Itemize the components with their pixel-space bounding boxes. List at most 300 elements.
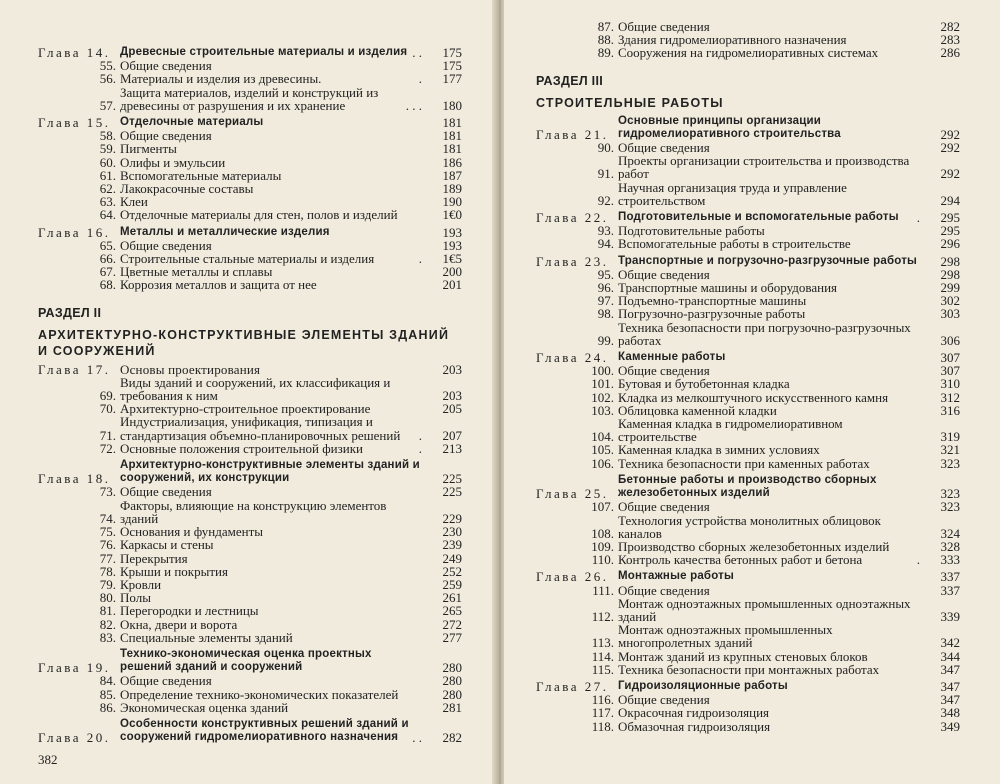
item-title: Общие сведения: [120, 484, 212, 500]
item-title: Основания и фундаменты: [120, 524, 264, 540]
toc-item: [38, 278, 462, 291]
item-number: 88.: [597, 32, 614, 48]
page-ref: 296: [940, 236, 960, 252]
item-number: 71.: [99, 427, 116, 443]
item-number: 60.: [99, 154, 116, 170]
item-title: Контроль качества бетонных работ и бетона: [618, 552, 863, 568]
item-number: 81.: [99, 603, 116, 619]
item-title: Общие сведения: [618, 363, 710, 379]
chapter-label: Глава 21.: [536, 126, 609, 142]
item-number: 56.: [99, 71, 116, 87]
chapter-title: Основы проектирования: [120, 361, 261, 377]
page-ref: 230: [442, 524, 462, 540]
item-title: Кладка из мелкоштучного искусственного камня: [618, 389, 889, 405]
toc-item: [38, 156, 462, 169]
chapter-title: Основные принципы организации гидромелиоративного строительства: [618, 114, 841, 140]
item-title: Архитектурно-строительное проектирование: [120, 401, 371, 417]
item-title: Общие сведения: [120, 673, 212, 689]
page-ref: 295: [940, 210, 960, 226]
page-ref: 344: [940, 648, 960, 664]
chapter-title: Каменные работы: [618, 351, 726, 364]
page-ref: 347: [940, 678, 960, 694]
page-ref: 181: [442, 115, 462, 131]
item-title: Общие сведения: [618, 19, 710, 34]
toc-chapter: [38, 459, 462, 485]
item-number: 67.: [99, 264, 116, 280]
section-title: СТРОИТЕЛЬНЫЕ РАБОТЫ: [536, 95, 724, 110]
page-ref: 239: [442, 537, 462, 553]
item-number: 109.: [591, 538, 614, 554]
toc-chapter: [536, 570, 960, 583]
item-number: 85.: [99, 686, 116, 702]
item-number: 91.: [597, 166, 614, 182]
item-number: 83.: [99, 629, 116, 645]
item-title: Техника безопасности при каменных работах: [618, 455, 870, 471]
page-ref: 203: [442, 388, 462, 404]
item-title: Вспомогательные материалы: [120, 167, 282, 183]
toc-chapter: [38, 718, 462, 744]
toc-item: [536, 500, 960, 513]
toc-item: [536, 706, 960, 719]
item-title: Общие сведения: [120, 58, 212, 74]
item-title: Общие сведения: [618, 582, 710, 598]
item-title: Крыши и покрытия: [120, 563, 228, 579]
dot-leader: .: [418, 440, 422, 456]
chapter-label: Глава 26.: [536, 569, 609, 585]
toc-item: [536, 377, 960, 390]
toc-item: [38, 631, 462, 644]
dot-leader: . .: [412, 730, 422, 746]
item-number: 116.: [591, 692, 614, 708]
item-title: Вспомогательные работы в строительстве: [618, 236, 851, 252]
section-heading: РАЗДЕЛ III: [536, 73, 604, 88]
item-number: 96.: [597, 280, 614, 296]
item-number: 79.: [99, 576, 116, 592]
item-number: 94.: [597, 236, 614, 252]
page-ref: 229: [442, 510, 462, 526]
toc-chapter: [536, 474, 960, 500]
item-number: 58.: [99, 128, 116, 144]
toc-item: [38, 565, 462, 578]
item-title: Общие сведения: [120, 128, 212, 144]
page-ref: 312: [940, 389, 960, 405]
item-title: Перегородки и лестницы: [120, 603, 259, 619]
toc-left: [38, 46, 462, 744]
item-title: Общие сведения: [618, 499, 710, 515]
toc-item: [536, 663, 960, 676]
item-title: Погрузочно-разгрузочные работы: [618, 306, 806, 322]
item-number: 103.: [591, 402, 614, 418]
item-title: Основные положения строительной физики: [120, 440, 363, 456]
page-ref: 349: [940, 718, 960, 734]
item-number: 78.: [99, 563, 116, 579]
item-number: 117.: [591, 705, 614, 721]
toc-item: [536, 623, 960, 649]
toc-item: [536, 720, 960, 733]
toc-item: [38, 701, 462, 714]
item-number: 98.: [597, 306, 614, 322]
toc-item: [38, 552, 462, 565]
toc-item: [536, 650, 960, 663]
page-ref: 175: [442, 58, 462, 74]
item-title: Кровли: [120, 576, 162, 592]
page-ref: 272: [442, 616, 462, 632]
page-ref: 323: [940, 499, 960, 515]
page-ref: 333: [940, 552, 960, 568]
item-number: 101.: [591, 376, 614, 392]
toc-item: [536, 154, 960, 180]
page-ref: 323: [940, 455, 960, 471]
item-title: Каркасы и стены: [120, 537, 214, 553]
chapter-label: Глава 17.: [38, 361, 111, 377]
toc-item: [38, 618, 462, 631]
item-title: Здания гидромелиоративного назначения: [618, 32, 847, 48]
item-number: 77.: [99, 550, 116, 566]
item-number: 55.: [99, 58, 116, 74]
item-number: 113.: [591, 635, 614, 651]
item-title: Строительные стальные материалы и изделия: [120, 251, 375, 267]
item-title: Монтаж одноэтажных промышленных многопролетных зданий: [618, 622, 833, 651]
page-ref: 280: [442, 686, 462, 702]
chapter-title: Металлы и металлические изделия: [120, 225, 330, 238]
chapter-label: Глава 24.: [536, 350, 609, 366]
chapter-title: Древесные строительные материалы и изделия: [120, 46, 408, 58]
chapter-title: Бетонные работы и производство сборных железобетонных изделий: [618, 473, 877, 500]
item-title: Проекты организации строительства и производства работ: [618, 153, 910, 182]
page-ref: 190: [442, 194, 462, 210]
page-ref: 324: [940, 525, 960, 541]
item-number: 112.: [591, 608, 614, 624]
chapter-label: Глава 25.: [536, 486, 609, 502]
page-ref: 283: [940, 32, 960, 48]
toc-item: [536, 553, 960, 566]
item-title: Виды зданий и сооружений, их классификация и требования к ним: [120, 374, 391, 404]
item-number: 100.: [591, 363, 614, 379]
chapter-label: Глава 18.: [38, 471, 111, 487]
item-title: Общие сведения: [618, 692, 710, 708]
chapter-title: Монтажные работы: [618, 570, 735, 583]
item-number: 105.: [591, 442, 614, 458]
page-ref: 282: [940, 19, 960, 34]
item-number: 108.: [591, 525, 614, 541]
toc-chapter: [38, 363, 462, 376]
item-title: Монтаж одноэтажных промышленных одноэтажных зданий: [618, 595, 911, 624]
toc-item: [536, 46, 960, 59]
chapter-label: Глава 27.: [536, 678, 609, 694]
toc-item: [38, 376, 462, 402]
page-ref: 323: [940, 486, 960, 502]
page-ref: 328: [940, 538, 960, 554]
page-ref: 201: [442, 277, 462, 293]
item-number: 92.: [597, 192, 614, 208]
page-ref: 298: [940, 253, 960, 269]
chapter-label: Глава 16.: [38, 224, 111, 240]
chapter-label: Глава 19.: [38, 660, 111, 676]
item-number: 102.: [591, 389, 614, 405]
item-title: Факторы, влияющие на конструкцию элементов зданий: [120, 497, 387, 526]
page-ref: 1€0: [442, 207, 462, 223]
item-number: 62.: [99, 181, 116, 197]
item-title: Производство сборных железобетонных изделий: [618, 538, 890, 554]
page-ref: 292: [940, 140, 960, 156]
item-number: 75.: [99, 524, 116, 540]
item-title: Отделочные материалы для стен, полов и изделий: [120, 207, 398, 223]
item-title: Специальные элементы зданий: [120, 629, 293, 645]
toc-item: [38, 208, 462, 221]
chapter-label: Глава 14.: [38, 45, 111, 60]
page-ref: 294: [940, 192, 960, 208]
item-number: 111.: [592, 582, 614, 598]
item-number: 68.: [99, 277, 116, 293]
toc-item: [536, 417, 960, 443]
toc-item: [38, 86, 462, 112]
chapter-title: Технико-экономическая оценка проектных решений зданий и сооружений: [120, 647, 372, 674]
toc-item: [536, 457, 960, 470]
page-ref: 348: [940, 705, 960, 721]
page-ref: 302: [940, 293, 960, 309]
item-title: Бутовая и бутобетонная кладка: [618, 376, 790, 392]
item-number: 70.: [99, 401, 116, 417]
toc-chapter: [536, 255, 960, 268]
item-number: 74.: [99, 510, 116, 526]
page-ref: 189: [442, 181, 462, 197]
page-ref: 319: [940, 429, 960, 445]
page-ref: 282: [442, 730, 462, 746]
chapter-label: Глава 20.: [38, 730, 111, 746]
item-number: 90.: [597, 140, 614, 156]
page-ref: 347: [940, 661, 960, 677]
chapter-label: Глава 15.: [38, 115, 111, 131]
dot-leader: .: [916, 210, 920, 226]
item-number: 87.: [597, 19, 614, 34]
page-ref: 298: [940, 266, 960, 282]
chapter-title: Особенности конструктивных решений зданий и сооружений гидромелиоративного назначения: [120, 717, 409, 744]
page-ref: 306: [940, 332, 960, 348]
page-ref: 307: [940, 363, 960, 379]
chapter-title: Архитектурно-конструктивные элементы зданий и сооружений, их конструкции: [120, 459, 420, 485]
page-ref: 261: [442, 590, 462, 606]
page-ref: 200: [442, 264, 462, 280]
right-page: [504, 0, 1000, 784]
toc-item: [38, 674, 462, 687]
page-ref: 316: [940, 402, 960, 418]
item-number: 80.: [99, 590, 116, 606]
page-ref: 280: [442, 660, 462, 676]
dot-leader: .: [418, 251, 422, 267]
item-number: 72.: [99, 440, 116, 456]
item-number: 59.: [99, 141, 116, 157]
item-title: Определение технико-экономических показателей: [120, 686, 399, 702]
page-ref: 347: [940, 692, 960, 708]
page-ref: 259: [442, 576, 462, 592]
section-title: АРХИТЕКТУРНО-КОНСТРУКТИВНЫЕ ЭЛЕМЕНТЫ ЗДАНИЙ И СООРУЖЕНИЙ: [38, 327, 450, 358]
page-ref: 213: [442, 440, 462, 456]
item-number: 82.: [99, 616, 116, 632]
page-ref: 175: [442, 45, 462, 60]
item-title: Подъемно-транспортные машины: [618, 293, 807, 309]
toc-item: [536, 307, 960, 320]
item-title: Индустриализация, унификация, типизация и стандартизация объемно-планировочных решений: [120, 414, 401, 443]
dot-leader: .: [418, 71, 422, 87]
item-title: Общие сведения: [618, 140, 710, 156]
page-ref: 187: [442, 167, 462, 183]
page-ref: 205: [442, 401, 462, 417]
item-number: 61.: [99, 167, 116, 183]
toc-chapter: [536, 115, 960, 141]
item-title: Клеи: [120, 194, 148, 210]
page-ref: 181: [442, 128, 462, 144]
toc-item: [38, 604, 462, 617]
item-title: Каменная кладка в гидромелиоративном строительстве: [618, 416, 843, 445]
item-number: 97.: [597, 293, 614, 309]
page-ref: 303: [940, 306, 960, 322]
toc-item: [536, 584, 960, 597]
page-ref: 181: [442, 141, 462, 157]
item-title: Техника безопасности при монтажных работах: [618, 661, 880, 677]
dot-leader: .: [916, 552, 920, 568]
item-number: 115.: [591, 661, 614, 677]
toc-item: [536, 237, 960, 250]
page-ref: 277: [442, 629, 462, 645]
left-page: [0, 0, 496, 784]
item-number: 65.: [99, 237, 116, 253]
item-number: 110.: [591, 552, 614, 568]
page-ref: 203: [442, 361, 462, 377]
item-number: 114.: [591, 648, 614, 664]
item-title: Облицовка каменной кладки: [618, 402, 777, 418]
item-number: 93.: [597, 223, 614, 239]
item-title: Общие сведения: [618, 266, 710, 282]
page-ref: 280: [442, 673, 462, 689]
item-number: 106.: [591, 455, 614, 471]
toc-item: [536, 597, 960, 623]
toc-right: [536, 20, 960, 733]
toc-chapter: [38, 226, 462, 239]
page-ref: 299: [940, 280, 960, 296]
item-title: Техника безопасности при погрузочно-разгрузочных работах: [618, 319, 911, 348]
item-title: Сооружения на гидромелиоративных системах: [618, 45, 879, 61]
item-title: Окна, двери и ворота: [120, 616, 238, 632]
item-title: Общие сведения: [120, 237, 212, 253]
toc-chapter: [38, 648, 462, 674]
toc-item: [536, 514, 960, 540]
item-title: Цветные металлы и сплавы: [120, 264, 273, 280]
item-title: Монтаж зданий из крупных стеновых блоков: [618, 648, 868, 664]
page-ref: 252: [442, 563, 462, 579]
toc-item: [536, 443, 960, 456]
page-ref: 225: [442, 484, 462, 500]
chapter-label: Глава 22.: [536, 210, 609, 226]
page-ref: 339: [940, 608, 960, 624]
toc-item: [536, 391, 960, 404]
toc-item: [536, 181, 960, 207]
item-number: 89.: [597, 45, 614, 61]
page-number: 382: [38, 752, 58, 767]
item-title: Окрасочная гидроизоляция: [618, 705, 770, 721]
page-ref: 265: [442, 603, 462, 619]
item-title: Подготовительные работы: [618, 223, 765, 239]
item-number: 76.: [99, 537, 116, 553]
page-ref: 307: [940, 350, 960, 366]
item-title: Коррозия металлов и защита от нее: [120, 277, 317, 293]
item-number: 73.: [99, 484, 116, 500]
page-ref: 337: [940, 582, 960, 598]
item-number: 69.: [99, 388, 116, 404]
dot-leader: . .: [412, 45, 422, 60]
item-number: 107.: [591, 499, 614, 515]
toc-item: [38, 442, 462, 455]
toc-item: [38, 415, 462, 441]
page-ref: 186: [442, 154, 462, 170]
page-ref: 292: [940, 166, 960, 182]
page-ref: 337: [940, 569, 960, 585]
chapter-title: Подготовительные и вспомогательные работы: [618, 211, 899, 224]
item-title: Экономическая оценка зданий: [120, 699, 289, 715]
item-title: Полы: [120, 590, 151, 606]
item-title: Пигменты: [120, 141, 177, 157]
chapter-title: Гидроизоляционные работы: [618, 679, 788, 692]
page-ref: 342: [940, 635, 960, 651]
page-ref: 310: [940, 376, 960, 392]
toc-item: [38, 538, 462, 551]
page-ref: 286: [940, 45, 960, 61]
dot-leader: .: [418, 427, 422, 443]
toc-item: [38, 485, 462, 498]
item-number: 63.: [99, 194, 116, 210]
page-ref: 321: [940, 442, 960, 458]
page-ref: 193: [442, 237, 462, 253]
item-number: 86.: [99, 699, 116, 715]
page-ref: 225: [442, 471, 462, 487]
page-ref: 207: [442, 427, 462, 443]
item-number: 64.: [99, 207, 116, 223]
toc-item: [38, 142, 462, 155]
item-title: Транспортные машины и оборудования: [618, 280, 838, 296]
item-title: Перекрытия: [120, 550, 188, 566]
item-title: Обмазочная гидроизоляция: [618, 718, 771, 734]
page-ref: 292: [940, 126, 960, 142]
item-title: Защита материалов, изделий и конструкций из древесины от разрушения и их хранение: [120, 84, 379, 113]
toc-item: [38, 72, 462, 85]
item-number: 57.: [99, 97, 116, 113]
item-number: 66.: [99, 251, 116, 267]
item-title: Лакокрасочные составы: [120, 181, 254, 197]
toc-item: [536, 321, 960, 347]
page-ref: 281: [442, 699, 462, 715]
page-ref: 180: [442, 97, 462, 113]
item-number: 104.: [591, 429, 614, 445]
dot-leader: . . .: [405, 97, 422, 113]
item-title: Материалы и изделия из древесины.: [120, 71, 322, 87]
item-number: 99.: [597, 332, 614, 348]
item-number: 84.: [99, 673, 116, 689]
page-ref: 1€5: [442, 251, 462, 267]
item-title: Научная организация труда и управление строительством: [618, 179, 847, 208]
chapter-label: Глава 23.: [536, 253, 609, 269]
chapter-title: Транспортные и погрузочно-разгрузочные работы: [618, 254, 918, 267]
toc-item: [38, 499, 462, 525]
toc-item: [38, 688, 462, 701]
item-title: Олифы и эмульсии: [120, 154, 226, 170]
page-ref: 193: [442, 224, 462, 240]
page-ref: 177: [442, 71, 462, 87]
item-title: Каменная кладка в зимних условиях: [618, 442, 820, 458]
section-heading: РАЗДЕЛ II: [38, 305, 102, 320]
page-ref: 295: [940, 223, 960, 239]
item-number: 95.: [597, 266, 614, 282]
item-number: 118.: [591, 718, 614, 734]
chapter-title: Отделочные материалы: [120, 116, 264, 129]
